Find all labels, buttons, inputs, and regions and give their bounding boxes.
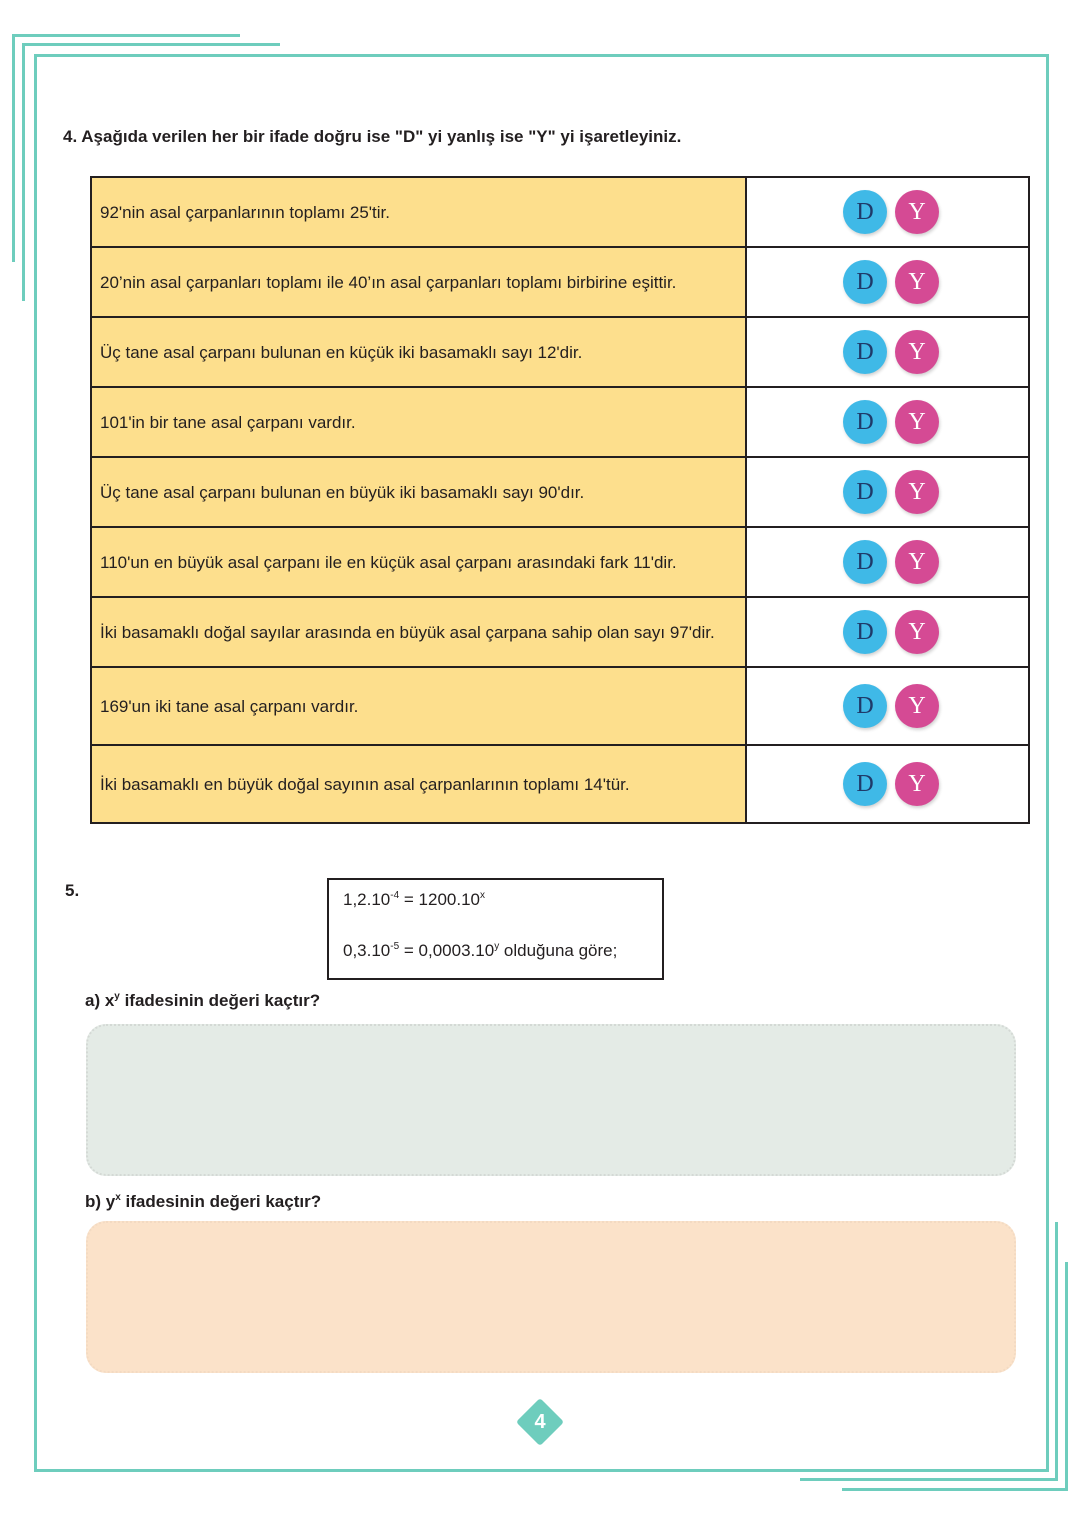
table-row <box>91 745 1029 823</box>
false-option-button[interactable]: Y <box>895 540 939 584</box>
question-5-number: 5. <box>65 881 80 900</box>
true-false-table <box>90 176 1030 824</box>
frame-line <box>1046 54 1049 1472</box>
answer-cell <box>746 457 1029 527</box>
answer-cell <box>746 387 1029 457</box>
sub-question-b <box>85 1192 321 1212</box>
equation-1 <box>343 890 485 910</box>
statement-text: 92'nin asal çarpanlarının toplamı 25'tir. <box>91 177 746 247</box>
answer-cell <box>746 317 1029 387</box>
question-4-heading <box>63 127 681 147</box>
exponent: -4 <box>390 890 400 901</box>
frame-line <box>1065 1262 1068 1491</box>
frame-line <box>800 1478 1058 1481</box>
frame-line <box>1055 1222 1058 1481</box>
false-option-button[interactable]: Y <box>895 190 939 234</box>
question-number: 4. <box>63 127 78 146</box>
exponent: y <box>114 991 120 1002</box>
equation-box <box>327 878 664 980</box>
table-row <box>91 387 1029 457</box>
table-row <box>91 527 1029 597</box>
equation-text: 1,2.10 <box>343 890 391 909</box>
statement-text: İki basamaklı en büyük doğal sayının asal çarpanlarının toplamı 14'tür. <box>91 745 746 823</box>
statement-text: Üç tane asal çarpanı bulunan en küçük iki basamaklı sayı 12'dir. <box>91 317 746 387</box>
frame-line <box>842 1488 1068 1491</box>
page-number: 4 <box>534 1411 546 1433</box>
statement-text: Üç tane asal çarpanı bulunan en büyük iki basamaklı sayı 90'dır. <box>91 457 746 527</box>
frame-line <box>34 54 37 1472</box>
false-option-button[interactable]: Y <box>895 684 939 728</box>
true-option-button[interactable]: D <box>843 330 887 374</box>
question-instruction: Aşağıda verilen her bir ifade doğru ise "D" yi yanlış ise "Y" yi işaretleyiniz. <box>81 127 682 146</box>
sub-question-text: ifadesinin değeri kaçtır? <box>119 991 321 1010</box>
statement-text: 110'un en büyük asal çarpanı ile en küçük asal çarpanı arasındaki fark 11'dir. <box>91 527 746 597</box>
answer-cell <box>746 527 1029 597</box>
exponent: -5 <box>390 941 400 952</box>
true-option-button[interactable]: D <box>843 190 887 234</box>
true-option-button[interactable]: D <box>843 400 887 444</box>
true-option-button[interactable]: D <box>843 540 887 584</box>
table-row <box>91 667 1029 745</box>
false-option-button[interactable]: Y <box>895 470 939 514</box>
statement-text: 101'in bir tane asal çarpanı vardır. <box>91 387 746 457</box>
true-option-button[interactable]: D <box>843 260 887 304</box>
true-option-button[interactable]: D <box>843 684 887 728</box>
table-row <box>91 177 1029 247</box>
frame-line <box>34 54 1049 57</box>
table-row <box>91 247 1029 317</box>
true-option-button[interactable]: D <box>843 470 887 514</box>
equation-text: = 0,0003.10 <box>399 941 495 960</box>
false-option-button[interactable]: Y <box>895 610 939 654</box>
false-option-button[interactable]: Y <box>895 400 939 444</box>
statement-text: İki basamaklı doğal sayılar arasında en büyük asal çarpana sahip olan sayı 97'dir. <box>91 597 746 667</box>
equation-2 <box>343 941 617 961</box>
answer-cell <box>746 177 1029 247</box>
statement-text: 20’nin asal çarpanları toplamı ile 40’ın asal çarpanları toplamı birbirine eşittir. <box>91 247 746 317</box>
table-row <box>91 597 1029 667</box>
frame-line <box>12 34 240 37</box>
sub-question-a <box>85 991 320 1011</box>
sub-question-text: ifadesinin değeri kaçtır? <box>120 1192 322 1211</box>
exponent: y <box>494 941 500 952</box>
answer-cell <box>746 247 1029 317</box>
frame-line <box>12 34 15 262</box>
true-option-button[interactable]: D <box>843 762 887 806</box>
sub-question-prefix: a) x <box>85 991 115 1010</box>
frame-line <box>22 43 25 301</box>
answer-area-a[interactable] <box>86 1024 1016 1176</box>
statement-text: 169'un iki tane asal çarpanı vardır. <box>91 667 746 745</box>
answer-cell <box>746 667 1029 745</box>
exponent: x <box>115 1192 121 1203</box>
frame-line <box>22 43 280 46</box>
frame-line <box>34 1469 1049 1472</box>
table-row <box>91 317 1029 387</box>
false-option-button[interactable]: Y <box>895 260 939 304</box>
answer-cell <box>746 745 1029 823</box>
exponent: x <box>480 890 485 901</box>
equation-text: olduğuna göre; <box>499 941 618 960</box>
sub-question-prefix: b) y <box>85 1192 116 1211</box>
equation-text: 0,3.10 <box>343 941 391 960</box>
table-row <box>91 457 1029 527</box>
equation-text: = 1200.10 <box>399 890 480 909</box>
answer-area-b[interactable] <box>86 1221 1016 1373</box>
false-option-button[interactable]: Y <box>895 762 939 806</box>
answer-cell <box>746 597 1029 667</box>
true-option-button[interactable]: D <box>843 610 887 654</box>
false-option-button[interactable]: Y <box>895 330 939 374</box>
